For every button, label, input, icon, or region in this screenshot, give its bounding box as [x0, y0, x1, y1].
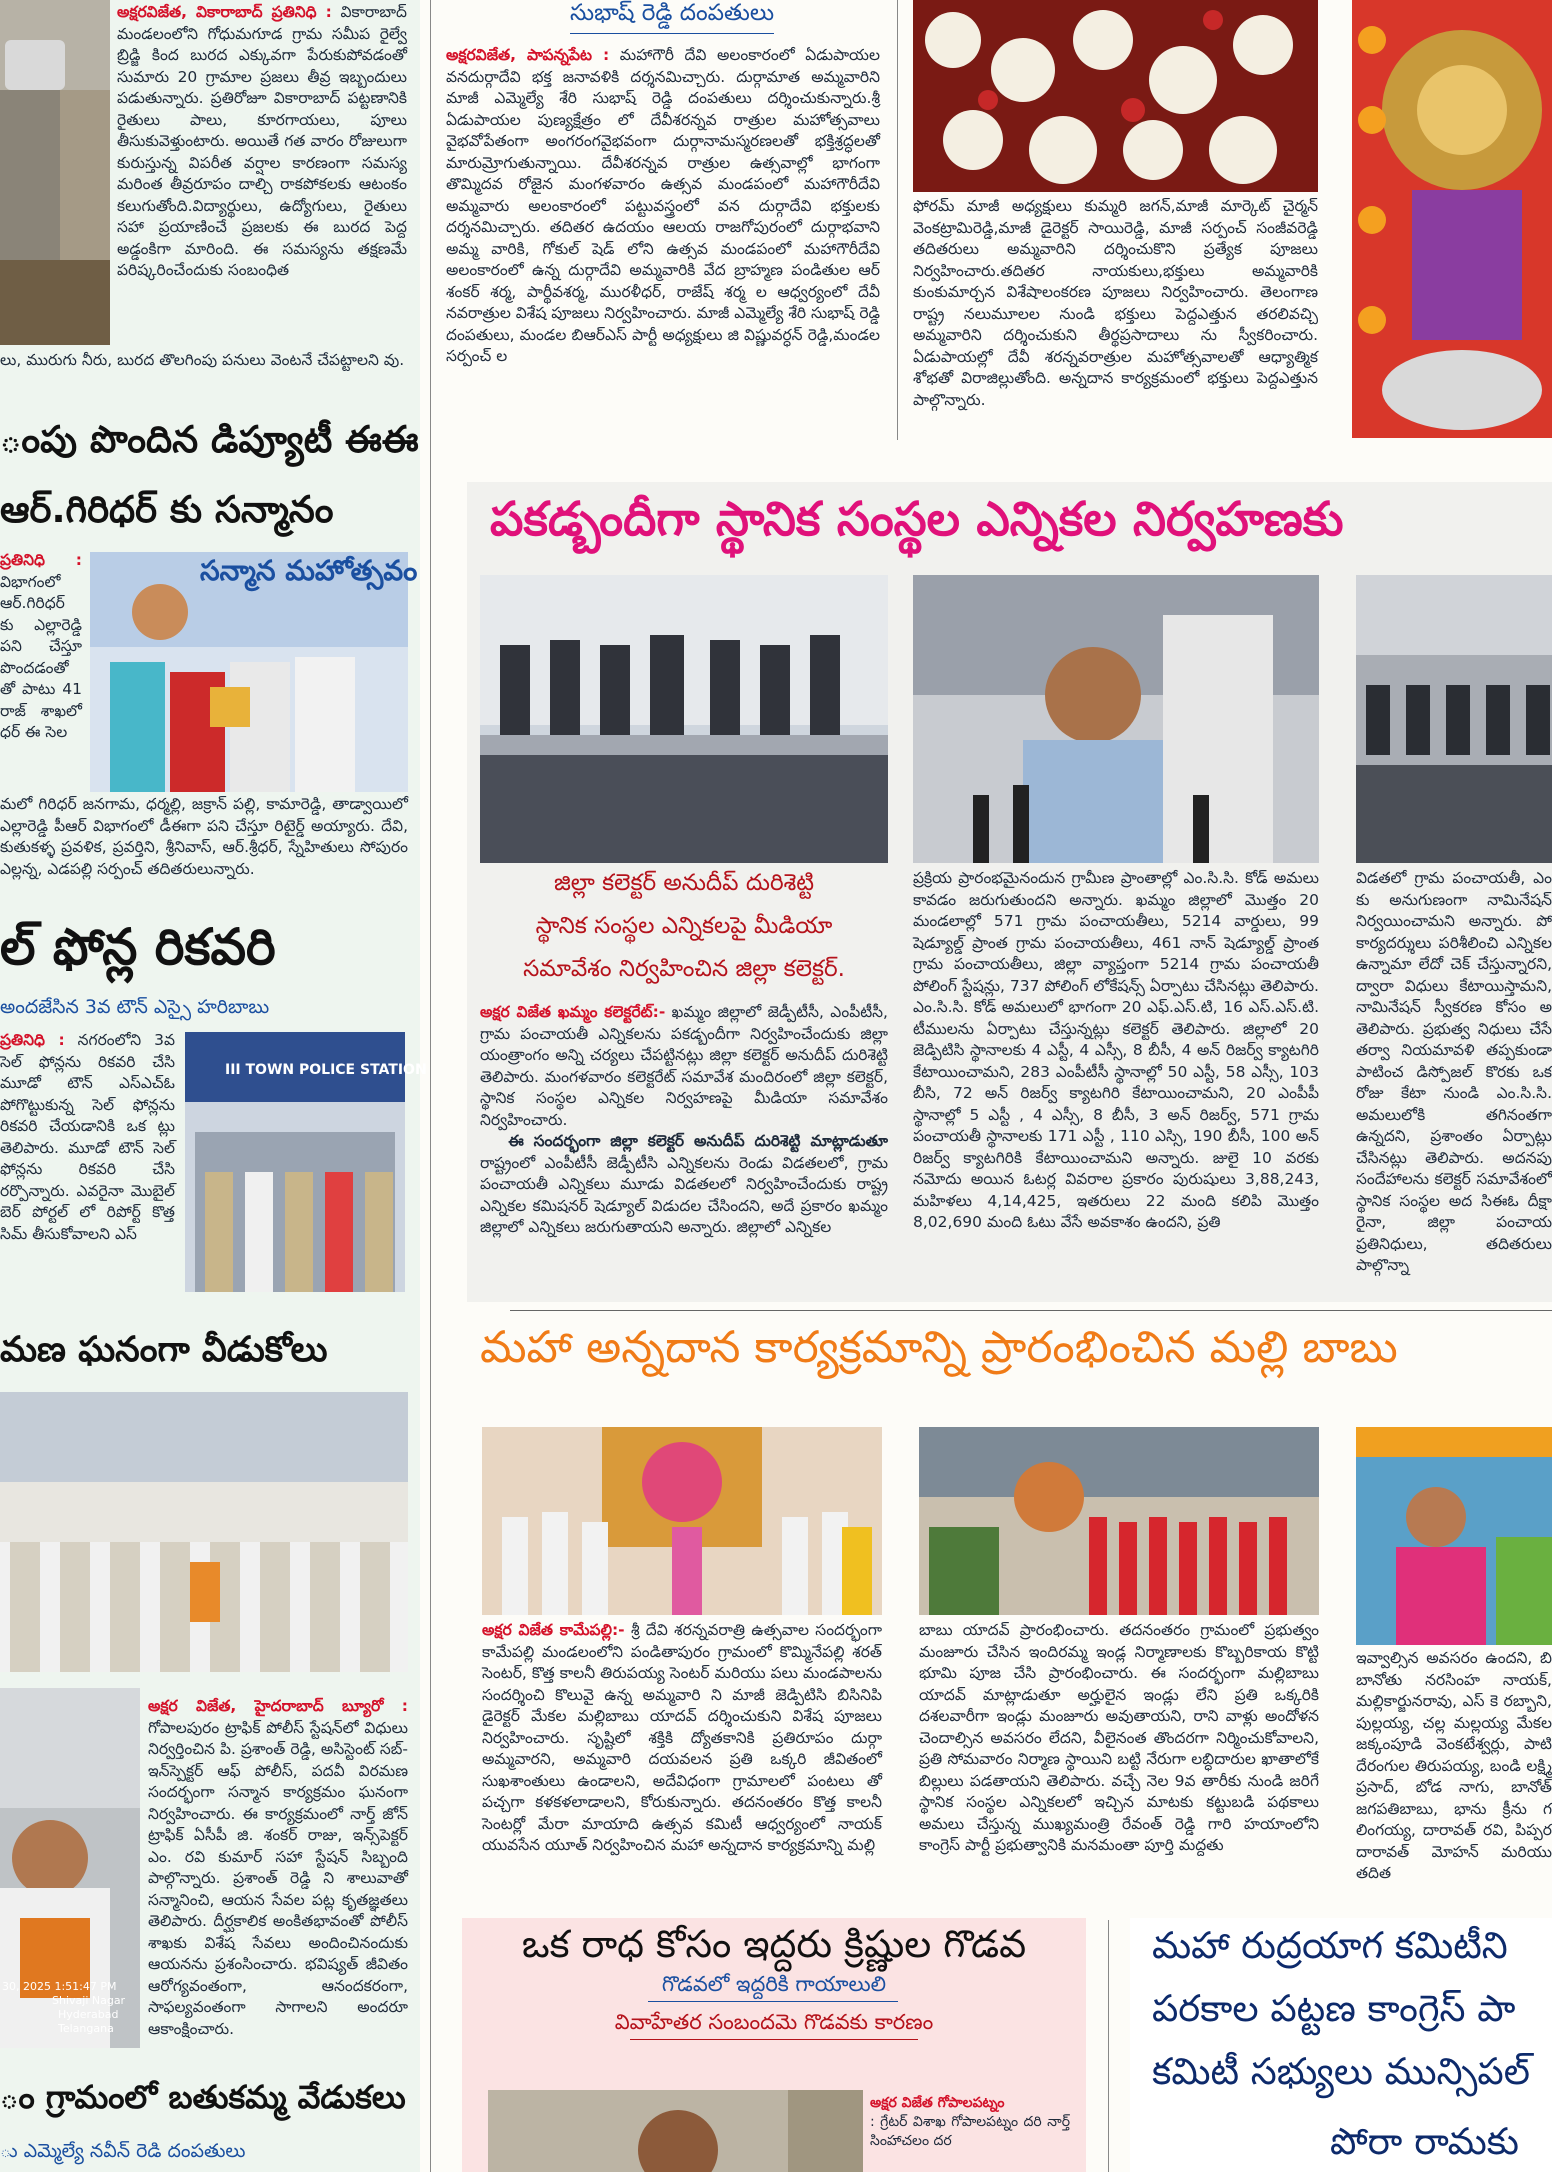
- retiree-portrait-photo: [0, 1688, 140, 2048]
- location-line: Telangana: [58, 2022, 114, 2035]
- subhead: వివాహేతర సంబందమె గొడవకు కారణం: [614, 2010, 934, 2034]
- subhead: సమావేశం నిర్వహించిన జిల్లా కలెక్టర్.: [523, 956, 845, 982]
- story-body: బాబు యాదవ్ ప్రారంభించారు. తదనంతరం గ్రామంలో ప్రభుత్వం మంజూరు చేసిన ఇందిరమ్మ ఇండ్ల నిర్మాణాలకు కొబ్బరికాయ కొట్టి భూమి పూజ చేసి ప్రారంభించారు. ఈ సందర్భంగా మల్లిబాబు యాదవ్ మాట్లాడుతూ అర్హులైన ఇండ్లు లేని ప్రతి ఒక్కరికి దశలవారీగా ఇండ్లు మంజూరు అవుతాయని, రాని వాళ్లు అందోళన చెందాల్సిన అవసరం లేదని, వీలైనంత తొందరగా నిర్మించుకోవాలని, ప్రతి సోమవారం నిర్మాణ స్థాయిని బట్టి నేరుగా లబ్ధిదారుల ఖాతాలోకే బిల్లులు పడతాయని తెలిపారు. వచ్చే నెల 9వ తారీకు నుండి జరిగే స్థానిక సంస్థల ఎన్నికలలో ఇచ్చిన మాటకు కట్టుబడి పథకాలు అమలు చేస్తున్న ముఖ్యమంత్రి రేవంత్ రెడ్డి గారి హయాంలోని కాంగ్రెస్ పార్టీ ప్రభుత్వానికి మనమంతా పూర్తి మద్దతు: [919, 1621, 1319, 1854]
- accused-photo: [488, 2090, 863, 2172]
- story-text: మహాగౌరీ దేవి అలంకారంలో ఏడుపాయల వనదుర్గాదేవి భక్త జనావళికి దర్శనమిచ్చారు. దుర్గామాత అమ్మవారిని మాజీ ఎమ్మెల్యే శేరి సుభాష్ రెడ్డి దంపతులు దర్శించుకున్నారు.శ్రీ ఏడుపాయల పుణ్యక్షేత్రం లో దేవీశరన్నవ రాత్రుల మహోత్సవాలు వైభవోపేతంగా అంగరంగవైభవంగా దుర్గానామస్మరణలతో భక్తిశ్రద్ధలతో మారుమ్రోగుతున్నాయి. దేవీశరన్నవ రాత్రుల ఉత్సవాల్లో భాగంగా తొమ్మిదవ రోజైన మంగళవారం ఉత్సవ మండపంలో మహాగౌరీదేవి అమ్మవారు అలంకారంలో పట్టువస్త్రంలో వన దుర్గాదేవి భక్తులకు దర్శనమిచ్చారు. తదితర ఉదయం ఆలయ రాజగోపురంలో దుర్గాభవాని అమ్మ వారికి, గోకుల్ షెడ్ లోని ఉత్సవ మండపంలో మహాగౌరీదేవి అలంకారంలో ఉన్న దుర్గాదేవి అమ్మవారికి వేద బ్రాహ్మణ పండితుల ఆర్ శంకర్ శర్మ, పార్థీవశర్మ, మురళీధర్, రాజేష్ శర్మ ల ఆధ్వర్యంలో దేవీ నవరాత్రుల విశేష పూజలు నిర్వహించారు. మాజీ ఎమ్మెల్యే శేరి సుభాష్ రెడ్డి దంపతులు, మండల బిఆర్ఎస్ పార్టీ అధ్యక్షులు జి విష్ణువర్ధన్ రెడ్డి,మండల సర్పంచ్ ల: [446, 46, 880, 365]
- timestamp: 30, 2025 1:51:47 PM: [2, 1980, 117, 1993]
- subhead-rule: [630, 2039, 918, 2040]
- story-text: విభాగంలో ఆర్.గిరిధర్ కు ఎల్లారెడ్డి పని చేస్తూ పొందడంతో తో పాటు 41 రాజ్ శాఖలో ధర్ ఈ సెల: [0, 572, 82, 741]
- story-body: [480, 1002, 888, 1239]
- story-body: [870, 2094, 1070, 2151]
- column-rule: [1108, 1920, 1109, 2172]
- dateline: అక్షరవిజేత, వికారాబాద్ ప్రతినిధి :: [117, 3, 332, 21]
- idol-devotees-photo: [482, 1427, 882, 1615]
- story-text: రాష్ట్రంలో ఎంపీటీసీ జెడ్పీటీసి ఎన్నికలను రెండు విడతలలో, గ్రామ పంచాయతీ ఎన్నికలు మూడు విడతలలో నిర్వహించేందుకు రాష్ట్ర ఎన్నికల కమిషనర్ షెడ్యూల్ విడుదల చేసిందని, అదే ప్రకారం ఖమ్మం జిల్లాలో ఎన్నికలు జరుగుతాయని అన్నారు. జిల్లాలో ఎన్నికల: [480, 1153, 888, 1236]
- goddess-idol-photo: [1352, 0, 1552, 438]
- farewell-group-photo: [0, 1392, 408, 1672]
- flooded-road-photo: [0, 0, 110, 345]
- story-body: [117, 2, 407, 282]
- lead-line: ఈ సందర్భంగా జిల్లా కలెక్టర్ అనుదీప్ దురిశెట్టి మాట్లాడుతూ: [508, 1132, 889, 1150]
- section-rule: [510, 1310, 1552, 1311]
- column-rule: [897, 0, 898, 440]
- headline: ం గ్రామంలో బతుకమ్మ వేడుకలు: [0, 2078, 406, 2116]
- dateline: ప్రతినిధి :: [0, 1031, 65, 1049]
- subhead-rule: [648, 2001, 898, 2002]
- festival-women-photo: [1356, 1427, 1552, 1645]
- story-text: గోపాలపురం ట్రాఫిక్ పోలీస్ స్టేషన్‌లో విధులు నిర్వర్తించిన పి. ప్రశాంత్ రెడ్డి, అసిస్టెంట్ సబ్-ఇన్‌స్పెక్టర్ ఆఫ్ పోలీస్, పదవీ విరమణ సందర్భంగా సన్మాన కార్యక్రమం ఘనంగా నిర్వహించారు. ఈ కార్యక్రమంలో నార్త్ జోన్ ట్రాఫిక్ ఏసీపీ జి. శంకర్ రాజు, ఇన్స్‌పెక్టర్ ఎం. రవి కుమార్ సహా స్టేషన్ సిబ్బంది పాల్గొన్నారు. ప్రశాంత్ రెడ్డి ని శాలువాతో సన్మానించి, ఆయన సేవల పట్ల కృతజ్ఞతలు తెలిపారు. దీర్ఘకాలిక అంకితభావంతో పోలీస్ శాఖకు విశేష సేవలు అందించినందుకు ఆయనను ప్రశంసించారు. భవిష్యత్ జీవితం ఆరోగ్యవంతంగా, ఆనందకరంగా, సాఫల్యవంతంగా సాగాలని అందరూ ఆకాంక్షించారు.: [148, 1718, 408, 2038]
- column-rule: [430, 0, 431, 2172]
- story-tail: మలో గిరిధర్ జనగామ, ధర్మల్లి, జక్రాన్ పల్లి, కామారెడ్డి, తాడ్వాయిలో ఎల్లారెడ్డి పీఆర్ విభాగంలో డీఈగా పని చేస్తూ రిటైర్డ్ అయ్యారు. దేవి, కుతుకళ్ళ ప్రవళిక, ప్రవర్తిని, శ్రీనివాస్, ఆర్.శ్రీధర్, స్నేహితులు సోపురం ఎల్లన్న, ఎడపల్లి సర్పంచ్ తదితరులున్నారు.: [0, 795, 408, 878]
- left-column: [0, 0, 427, 2172]
- dateline: అక్షర విజేత కామేపల్లి:-: [482, 1621, 625, 1639]
- dateline: అక్షరవిజేత, పాపన్నపేట :: [446, 46, 610, 64]
- story-body: [0, 1030, 175, 1245]
- story-body: [148, 1696, 408, 2040]
- subhead: జిల్లా కలెక్టర్ అనుదీప్ దురిశెట్టి: [553, 870, 815, 896]
- dateline: అక్షర విజేత ఖమ్మం కలెక్టరేట్:-: [480, 1003, 666, 1021]
- banner-text: సన్మాన మహోత్సవం: [200, 554, 418, 587]
- collector-speaking-photo: [913, 575, 1319, 863]
- pandal-crowd-photo: [919, 1427, 1319, 1615]
- flower-decoration-photo: [913, 0, 1318, 192]
- story-text: నగరంలోని 3వ సెల్ ఫోన్లను రికవరి చేసి మూడో టౌన్ ఎస్ఎచ్ఓ పోగొట్టుకున్న సెల్ ఫోన్లను రికవరి చేయడానికి ఒక ట్లు తెలిపారు. మూడో టౌన్ సెల్ ఫోన్లను రికవరి చేసి రర్పొన్నారు. ఎవరైనా మొబైల్ బెర్ పోర్టల్ లో రిపోర్ట్ కొత్త సిమ్ తీసుకోవాలని ఎస్: [0, 1031, 175, 1243]
- headline: పోరా రామకు: [1330, 2120, 1519, 2163]
- headline: కమిటీ సభ్యులు మున్సిపల్: [1152, 2050, 1530, 2093]
- headline: పరకాల పట్టణ కాంగ్రెస్ పా: [1152, 1987, 1516, 2030]
- headline: పకడ్బందీగా స్థానిక సంస్థల ఎన్నికల నిర్వహణకు: [490, 492, 1344, 547]
- story-body: ఇవ్వాల్సిన అవసరం ఉందని, బి బానోతు నరసింహ నాయక్, మల్లికార్జునరావు, ఎస్ కె రబ్బాని, పుల్లయ్య, చల్ల మల్లయ్య మేకల జక్కంపూడి వెంకటేశ్వర్లు, పాటి దేరంగుల తిరుపయ్య, బండి లక్ష్మి ప్రసాద్, బోడ నాగు, బానోత్ జగపతిబాబు, భాను క్రీను గ లింగయ్య, దారావత్ రవి, పిప్పర దారావత్ మోహన్ మరియు తదిత: [1356, 1649, 1552, 1882]
- dateline: ప్రతినిధి :: [0, 551, 82, 569]
- headline: ఆర్.గిరిధర్ కు సన్మానం: [0, 488, 334, 531]
- story-body: విడతలో గ్రామ పంచాయతీ, ఎం కు అనుగుణంగా నామినేషన్ నిర్వయించామని అన్నారు. పో కార్యదర్శులు పరిశీలించి ఎన్నికల ఉన్నామా లేదో చెక్ చేస్తున్నారని, ద్వారా విధులు కేటాయిస్తామని, నామినేషన్ స్వీకరణ కోసం అ తెలిపారు. ప్రభుత్వ నిధులు చేసే తర్వా నియమావళి తప్పకుండా పాటించ డిస్పోజల్ కొరకు ఒక రోజు కేటా నుండి ఎం.సి.సి. అమలులోకి తగినంతగా ఉన్నదని, ప్రశాంతం ఏర్పాట్లు చేసినట్లు తెలిపారు. అదనపు సందేహాలను కలెక్టర్ సమావేశంలో స్థానిక సంస్థల అద సిఈఓ దీక్షా రైనా, జిల్లా పంచాయ ప్రతినిధులు, తదితరులు పాల్గొన్నా: [1356, 869, 1552, 1274]
- felicitation-photo: [90, 552, 418, 792]
- story-text: శ్రీ దేవి శరన్నవరాత్రి ఉత్సవాల సందర్భంగా కామేపల్లి మండలంలోని పండితాపురం గ్రామంలో కొమ్మినేపల్లి శరత్ సెంటర్, కొత్త కాలనీ తిరుపయ్య సెంటర్ మరియు పలు మండపాలను సందర్శించి కొలువై ఉన్న అమ్మవారి ని మాజీ జెడ్పిటిసి బిసినిపి డైరెక్టర్ మేకల మల్లిబాబు యాదవ్ దర్శించుకుని విశేష పూజలు నిర్వహించారు. సృష్టిలో శక్తికి ద్యోతకానికి ప్రతిరూపం దుర్గా అమ్మవారని, అమ్మవారి దయవలన ప్రతి ఒక్కరి జీవితంలో సుఖశాంతులు ఉండాలని, అదేవిధంగా గ్రామాలలో పంటలు తో పచ్చగా కళకళలాడాలని, కోరుకున్నారు. తదనంతరం కొత్త కాలనీ సెంటర్లో మేరా మాయాది ఉత్సవ కమిటీ ఆధ్వర్యంలో నాయక్ యువసేన యూత్ నిర్వహించిన మహా అన్నదాన కార్యక్రమాన్ని మల్లి: [482, 1621, 882, 1854]
- location-line: Hyderabad: [58, 2008, 119, 2021]
- headline: మహా అన్నదాన కార్యక్రమాన్ని ప్రారంభించిన మల్లి బాబు: [480, 1322, 1398, 1373]
- location-line: Shivaji Nagar: [52, 1994, 126, 2007]
- dateline: అక్షర విజేత గోపాలపట్నం: [870, 2095, 1005, 2111]
- headline: ల్ ఫోన్ల రికవరి: [0, 918, 276, 976]
- headline: ఒక రాధ కోసం ఇద్దరు క్రిష్ణుల గొడవ: [521, 1922, 1027, 1966]
- story-body: [0, 550, 82, 744]
- station-sign: III TOWN POLICE STATION: [225, 1062, 427, 1078]
- subhead: గొడవలో ఇద్దరికి గాయాలులి: [661, 1972, 887, 1996]
- story-text: ఖమ్మం జిల్లాలో జెడ్పీటీసీ, ఎంపీటీసీ, గ్రామ పంచాయతీ ఎన్నికలను పకడ్బందీగా నిర్వహించేందుకు జిల్లా యంత్రాంగం అన్ని చర్యలు చేపట్టినట్లు జిల్లా కలెక్టర్ అనుదీప్ దురిశెట్టి తెలిపారు. మంగళవారం కలెక్టరేట్ సమావేశ మందిరంలో జిల్లా కలెక్టర్, స్థానిక సంస్థల ఎన్నికల నిర్వహణపై మీడియా సమావేశం నిర్వహించారు.: [480, 1003, 888, 1129]
- press-meet-photo: [480, 575, 888, 863]
- subhead: సుభాష్ రెడ్డి దంపతులు: [570, 0, 774, 34]
- police-station-photo: [185, 1032, 427, 1292]
- subhead: ు ఎమ్మెల్యే నవీన్ రెడి దంపతులు: [0, 2140, 246, 2162]
- story-body: [446, 45, 880, 368]
- story-body: [482, 1620, 882, 1857]
- story-text: వికారాబాద్ మండలంలోని గోధుమగూడ గ్రామ సమీప రైల్వే బ్రిడ్జి కింద బురద ఎక్కువగా పేరుకుపోవడంతో సుమారు 20 గ్రామాల ప్రజలు తీవ్ర ఇబ్బందులు పడుతున్నారు. ప్రతిరోజూ వికారాబాద్ పట్టణానికి రైతులు పాలు, కూరగాయలు, పూలు తీసుకువెళ్తుంటారు. అయితే గత వారం రోజులుగా కురుస్తున్న విపరీత వర్షాల కారణంగా సమస్య మరింత తీవ్రరూపం దాల్చి రాకపోకలకు ఆటంకం కలుగుతోంది.విద్యార్థులు, ఉద్యోగులు, రైతులు సహా ప్రయాణించే ప్రజలకు ఈ బురద పెద్ద అడ్డంకిగా మారింది. ఈ సమస్యను తక్షణమే పరిష్కరించేందుకు సంబంధిత: [117, 3, 407, 279]
- dateline: అక్షర విజేత, హైదరాబాద్ బ్యూరో :: [148, 1697, 408, 1715]
- headline: మణ ఘనంగా వీడుకోలు: [0, 1330, 328, 1370]
- story-tail: లు, మురుగు నీరు, బురద తొలగింపు పనులు వెంటనే చేపట్టాలని వు.: [0, 351, 405, 369]
- subhead: అందజేసిన 3వ టౌన్ ఎస్సై హరిబాబు: [0, 996, 270, 1018]
- subhead: స్థానిక సంస్థల ఎన్నికలపై మీడియా: [535, 913, 833, 939]
- photo-caption: ఫోరమ్ మాజీ అధ్యక్షులు కుమ్మరి జగన్,మాజీ మార్కెట్ చైర్మన్ వెంకట్రామిరెడ్డి,మాజీ డైరెక్టర్ సాయిరెడ్డి, మాజీ సర్పంచ్ సంజీవరెడ్డి తదితరులు అమ్మవారిని దర్శించుకొని ప్రత్యేక పూజలు నిర్వహించారు.తదితర నాయకులు,భక్తులు అమ్మవారికి కుంకుమార్చన విశేషాలంకరణ పూజలు నిర్వహించారు. తెలంగాణ రాష్ట్ర నలుమూలల నుండి భక్తులు పెద్దఎత్తున తరలివచ్చి అమ్మవారిని దర్శించుకుని తీర్థప్రసాదాలు ను స్వీకరించారు. ఏడుపాయల్లో దేవీ శరన్నవరాత్రుల మహోత్సవాలతో ఆధ్యాత్మిక శోభతో విరాజిల్లుతోంది. అన్నదాన కార్యక్రమంలో భక్తులు పెద్దఎత్తున పాల్గొన్నారు.: [913, 197, 1318, 409]
- story-text: : గ్రేటర్ విశాఖ గోపాలపట్నం దరి నార్త్ సింహాచలం దర: [870, 2114, 1070, 2149]
- headline: ంపు పొందిన డిప్యూటీ ఈఈ: [0, 418, 419, 461]
- headline: మహా రుద్రయాగ కమిటీని: [1152, 1924, 1508, 1967]
- story-body: ప్రక్రియ ప్రారంభమైనందున గ్రామీణ ప్రాంతాల్లో ఎం.సి.సి. కోడ్ అమలు కావడం జరుగుతుందని అన్నారు. ఖమ్మం జిల్లాలో మొత్తం 20 మండలాల్లో 571 గ్రామ పంచాయతీలు, 5214 వార్డులు, 99 షెడ్యూల్డ్ ప్రాంత గ్రామ పంచాయతీలు, 461 నాన్ షెడ్యూల్డ్ ప్రాంత గ్రామ పంచాయతీలు, జిల్లా వ్యాప్తంగా 5214 గ్రామ పంచాయతీ పోలింగ్ స్టేషన్లు, 737 పోలింగ్ లోకేషన్స్ ఏర్పాటు చేసినట్లు తెలిపారు. ఎం.సి.సి. కోడ్ అమలులో భాగంగా 20 ఎఫ్.ఎస్.టి, 16 ఎస్.ఎస్.టి. టీములను ఏర్పాటు చేస్తున్నట్లు కలెక్టర్ తెలిపారు. జిల్లాలో 20 జెడ్పిటిసి స్థానాలకు 4 ఎస్టీ, 4 ఎస్సీ, 8 బీసీ, 4 అన్ రిజర్వ్ క్యాటగిరి కేటాయించామని, 283 ఎంపీటీసీ స్థానాల్లో 50 ఎస్టీ, 58 ఎస్సీ, 103 బీసి, 72 అన్ రిజర్వ్ క్యాటగిరి కేటాయించామని, 20 ఎంపీపీ స్థానాల్లో 5 ఎస్టీ , 4 ఎస్సీ, 8 బీసీ, 3 అన్ రిజర్వ్, 571 గ్రామ పంచాయతీ స్థానాలకు 171 ఎస్టీ , 110 ఎస్సి, 190 బీసీ, 100 అన్ రిజర్వ్ క్యాటగిరికి కేటాయించామని అన్నారు. జులై 10 వరకు నమోదు అయిన ఓటర్ల వివరాల ప్రకారం పురుషులు 3,88,243, మహిళలు 4,14,425, ఇతరులు 22 మంది కలిపి మొత్తం 8,02,690 మంది ఓటు వేసే అవకాశం ఉందని, ప్రతి: [913, 869, 1319, 1231]
- meeting-hall-photo: [1356, 575, 1552, 863]
